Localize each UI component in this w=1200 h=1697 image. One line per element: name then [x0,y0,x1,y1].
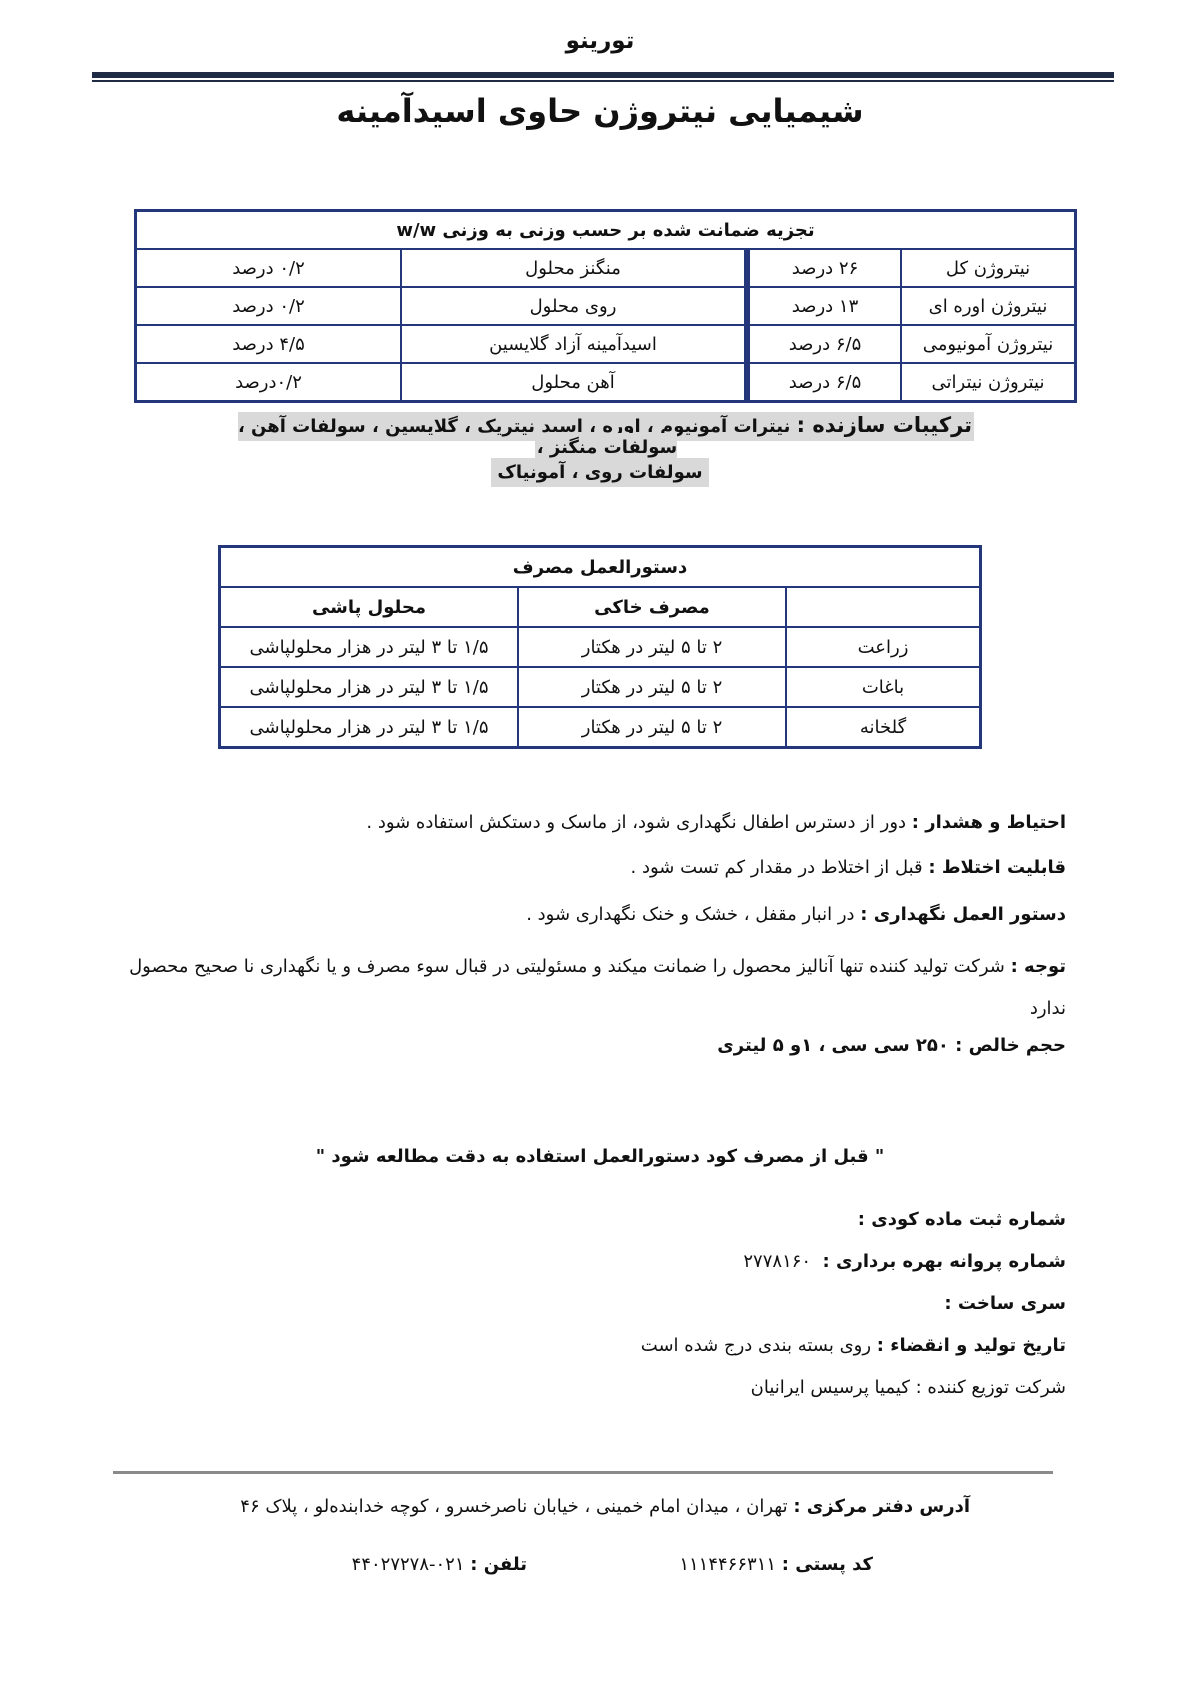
address-label: آدرس دفتر مرکزی : [793,1496,970,1517]
analysis-value: ۲۶ درصد [747,249,901,287]
caution-note [126,808,1066,838]
phone-label: تلفن : [470,1554,527,1575]
postal-value: ۱۱۱۴۴۶۶۳۱۱ [679,1554,777,1575]
analysis-value: ۰/۲ درصد [136,287,402,325]
brand-name: تورینو [565,28,635,54]
warning-quote: " قبل از مصرف کود دستورالعمل استفاده به دقت مطالعه شود " [315,1146,885,1167]
analysis-name: نیتروژن اوره ای [901,287,1076,325]
table-row [136,363,1076,402]
analysis-name: نیتروژن نیتراتی [901,363,1076,402]
dates-value: روی بسته بندی درج شده است [640,1335,872,1356]
analysis-caption: تجزیه ضمانت شده بر حسب وزنی به وزنی w/w [136,211,1076,250]
license-number [126,1247,1066,1277]
analysis-value: ۰/۲درصد [136,363,402,402]
storage-note [126,900,1066,930]
office-address [240,1496,970,1517]
batch-label: سری ساخت : [944,1293,1066,1314]
usage-soil: ۲ تا ۵ لیتر در هکتار [518,627,786,667]
usage-header-spray: محلول پاشی [220,587,519,627]
license-label: شماره پروانه بهره برداری : [822,1251,1066,1272]
caution-text: دور از دسترس اطفال نگهداری شود، از ماسک و دستکش استفاده شود . [366,812,907,833]
usage-spray: ۱/۵ تا ۳ لیتر در هزار محلولپاشی [220,667,519,707]
mix-label: قابلیت اختلاط : [928,857,1066,878]
table-row [220,627,981,667]
usage-spray: ۱/۵ تا ۳ لیتر در هزار محلولپاشی [220,627,519,667]
analysis-value: ۶/۵ درصد [747,363,901,402]
table-row [220,707,981,748]
distributor: شرکت توزیع کننده : کیمیا پرسیس ایرانیان [750,1377,1066,1398]
address-value: تهران ، میدان امام خمینی ، خیابان ناصرخسرو ، کوچه خدابنده‌لو ، پلاک ۴۶ [240,1496,788,1517]
license-value: ۲۷۷۸۱۶۰ [743,1251,812,1272]
analysis-name: اسیدآمینه آزاد گلایسین [401,325,747,363]
batch-number [126,1289,1066,1319]
footer-rule [113,1471,1053,1474]
usage-crop: زراعت [786,627,981,667]
analysis-value: ۶/۵ درصد [747,325,901,363]
ingredients-line [220,413,992,458]
analysis-name: نیتروژن کل [901,249,1076,287]
usage-header-empty [786,587,981,627]
usage-soil: ۲ تا ۵ لیتر در هکتار [518,667,786,707]
net-volume: حجم خالص : ۲۵۰ سی سی ، ۱و ۵ لیتری [717,1035,1066,1056]
usage-caption: دستورالعمل مصرف [220,547,981,588]
mix-text: قبل از اختلاط در مقدار کم تست شود . [630,857,923,878]
table-row [220,667,981,707]
table-row [136,325,1076,363]
usage-header-soil: مصرف خاکی [518,587,786,627]
analysis-name: روی محلول [401,287,747,325]
dates-label: تاریخ تولید و انقضاء : [876,1335,1066,1356]
product-title: شیمیایی نیتروژن حاوی اسیدآمینه [336,92,864,130]
postal-code [679,1554,873,1575]
storage-label: دستور العمل نگهداری : [860,904,1066,925]
phone-number [352,1554,527,1575]
note-text: شرکت تولید کننده تنها آنالیز محصول را ضمانت میکند و مسئولیتی در قبال سوء مصرف و یا نگهداری نا صحیح محصول ندارد [129,956,1066,1019]
usage-table [218,545,982,749]
ingredients-label: ترکیبات سازنده : [796,413,973,437]
table-row [136,287,1076,325]
usage-soil: ۲ تا ۵ لیتر در هکتار [518,707,786,748]
analysis-value: ۰/۲ درصد [136,249,402,287]
analysis-name: نیتروژن آمونیومی [901,325,1076,363]
table-row [136,249,1076,287]
postal-label: کد پستی : [781,1554,873,1575]
mix-note [126,853,1066,883]
analysis-table [134,209,1077,403]
ingredients-text: نیترات آمونیوم ، اوره ، اسید نیتریک ، گلایسین ، سولفات آهن ، سولفات منگنز ، [237,416,791,458]
production-dates [126,1331,1066,1361]
phone-value: ۰۲۱-۴۴۰۲۷۲۷۸ [351,1554,465,1575]
usage-crop: باغات [786,667,981,707]
analysis-value: ۱۳ درصد [747,287,901,325]
usage-crop: گلخانه [786,707,981,748]
ingredients-line-2 [0,462,1200,483]
header-rule-thin [92,80,1114,82]
note-label: توجه : [1010,956,1066,977]
storage-text: در انبار مقفل ، خشک و خنک نگهداری شود . [526,904,855,925]
registration-label: شماره ثبت ماده کودی : [857,1209,1066,1230]
usage-spray: ۱/۵ تا ۳ لیتر در هزار محلولپاشی [220,707,519,748]
registration-number [126,1205,1066,1235]
analysis-name: آهن محلول [401,363,747,402]
header-rule [92,72,1114,78]
caution-label: احتیاط و هشدار : [911,812,1066,833]
analysis-value: ۴/۵ درصد [136,325,402,363]
analysis-name: منگنز محلول [401,249,747,287]
ingredients-text-2: سولفات روی ، آمونیاک [491,458,708,487]
disclaimer-note [126,946,1066,1030]
